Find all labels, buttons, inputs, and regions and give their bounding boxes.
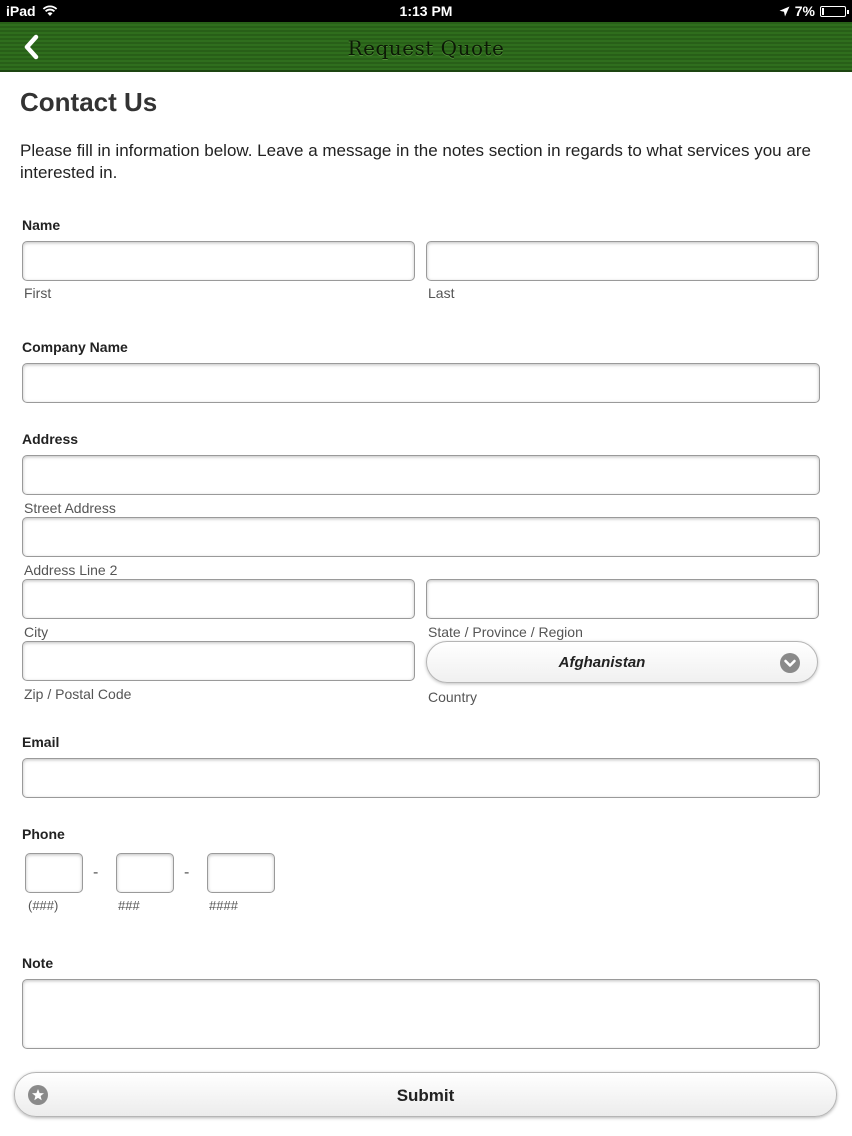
phone-area-code-input[interactable] [25,853,83,893]
battery-level [822,8,824,15]
submit-label: Submit [396,1086,455,1105]
name-label: Name [22,217,61,233]
phone-line-input[interactable] [207,853,275,893]
phone-dash: - [184,864,190,881]
phone-area-code-sublabel: (###) [28,898,59,913]
company-label: Company Name [22,339,128,355]
company-name-input[interactable] [22,363,820,403]
first-name-sublabel: First [24,285,52,301]
email-input[interactable] [22,758,820,798]
phone-line-sublabel: #### [209,898,238,913]
phone-prefix-input[interactable] [116,853,174,893]
address-line-2-sublabel: Address Line 2 [24,562,118,578]
state-input[interactable] [426,579,819,619]
city-sublabel: City [24,624,49,640]
location-arrow-icon [779,6,790,17]
submit-button[interactable] [14,1072,837,1117]
battery-icon [820,6,846,17]
page-title: Contact Us [20,87,158,117]
street-address-sublabel: Street Address [24,500,116,516]
chevron-down-icon [780,653,800,673]
intro-text: Please fill in information below. Leave a message in the notes section in regards to what services you are interested in. [20,141,811,182]
address-line-2-input[interactable] [22,517,820,557]
state-sublabel: State / Province / Region [428,624,583,640]
country-select[interactable] [426,641,818,683]
last-name-sublabel: Last [428,285,455,301]
street-address-input[interactable] [22,455,820,495]
email-label: Email [22,734,60,750]
zip-code-input[interactable] [22,641,415,681]
note-textarea[interactable] [22,979,820,1049]
country-selected-value: Afghanistan [558,654,646,671]
note-label: Note [22,955,54,971]
phone-dash: - [93,864,99,881]
battery-percent: 7% [794,3,815,19]
nav-title: Request Quote [347,36,505,60]
status-bar [0,0,852,22]
city-input[interactable] [22,579,415,619]
device-name: iPad [6,3,36,19]
status-time: 1:13 PM [399,3,453,19]
country-sublabel: Country [428,689,478,705]
phone-prefix-sublabel: ### [118,898,140,913]
phone-label: Phone [22,826,65,842]
address-label: Address [22,431,79,447]
last-name-input[interactable] [426,241,819,281]
zip-code-sublabel: Zip / Postal Code [24,686,132,702]
first-name-input[interactable] [22,241,415,281]
nav-bar [0,22,852,72]
